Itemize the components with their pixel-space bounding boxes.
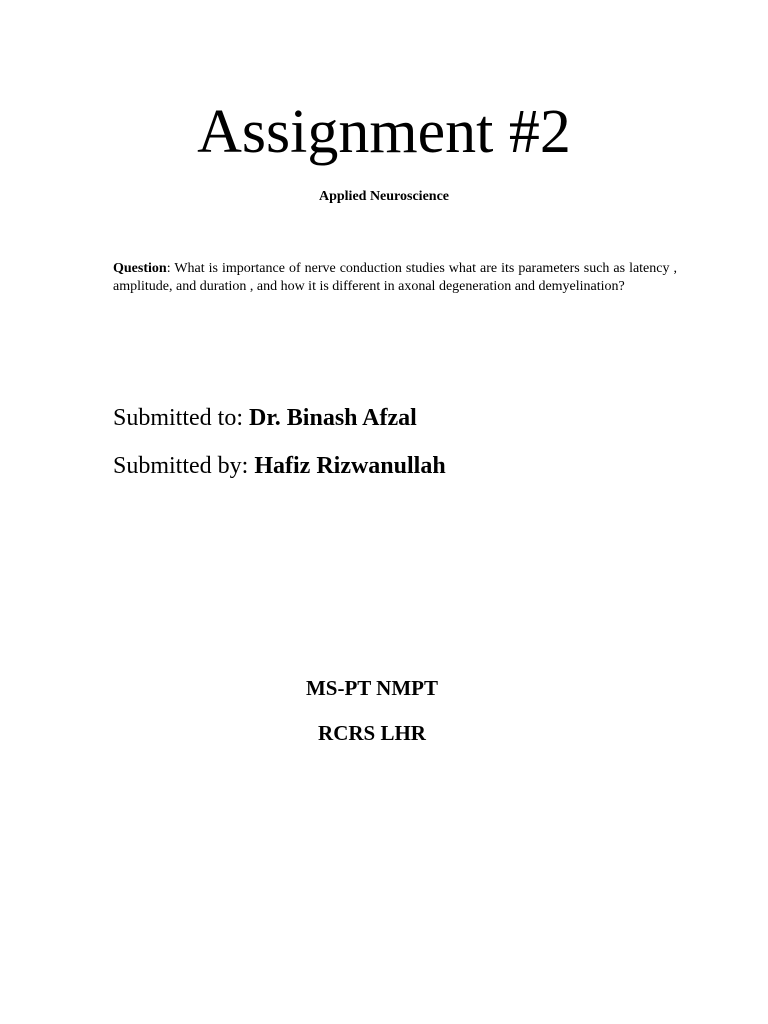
- submitted-to-name: Dr. Binash Afzal: [249, 405, 417, 431]
- submitted-to-line: [113, 403, 417, 433]
- document-title: Assignment #2: [197, 98, 571, 166]
- course-name: Applied Neuroscience: [318, 189, 449, 204]
- question-label: Question: [113, 261, 167, 276]
- program-name: MS-PT NMPT: [305, 676, 439, 700]
- question-paragraph: [113, 260, 677, 296]
- question-separator: :: [166, 261, 171, 276]
- submitted-by-name: Hafiz Rizwanullah: [254, 453, 446, 479]
- submitted-by-label: Submitted by:: [113, 453, 255, 479]
- institute-name: RCRS LHR: [318, 721, 426, 745]
- submitted-to-label: Submitted to:: [113, 405, 250, 431]
- question-text: What is importance of nerve conduction studies what are its parameters such as latency , amplitude, and duration , and how it is different in axonal degeneration and demyelination?: [113, 261, 677, 294]
- submitted-by-line: [113, 451, 446, 481]
